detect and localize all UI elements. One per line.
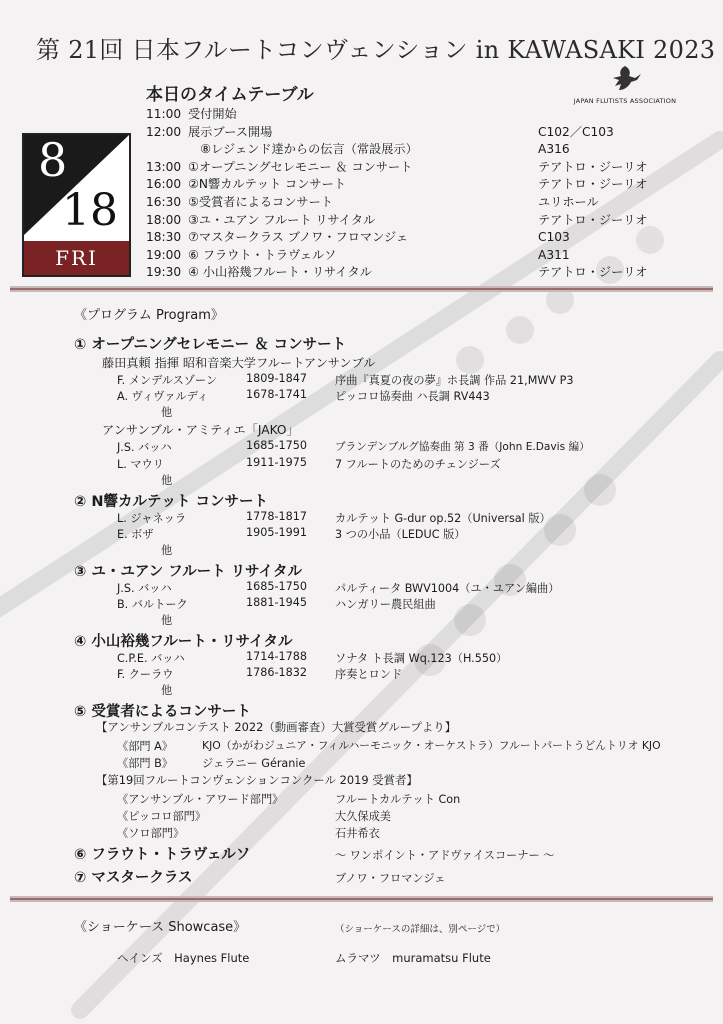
- composer-years: 1685-1750: [246, 580, 307, 593]
- date-month: 8: [38, 133, 68, 187]
- award-label: 《ピッコロ部門》: [117, 810, 207, 823]
- composer: F. クーラウ: [117, 668, 174, 681]
- showcase-item: ムラマツ muramatsu Flute: [335, 951, 491, 965]
- composer: E. ボザ: [117, 528, 154, 541]
- work-title: ハンガリー農民組曲: [335, 598, 436, 611]
- timetable-row: [146, 176, 706, 194]
- timetable-room: テアトロ・ジーリオ: [538, 212, 648, 227]
- others-note: 他: [161, 684, 173, 697]
- program-section-title: ⑥ フラウト・トラヴェルソ: [74, 847, 251, 863]
- program-section-title: ① オープニングセレモニー ＆ コンサート: [74, 337, 347, 353]
- timetable-event: ⑥ フラウト・トラヴェルソ: [188, 247, 337, 262]
- program-section-title: ③ ユ・ユアン フルート リサイタル: [74, 564, 302, 580]
- timetable-time: 16:00: [146, 177, 182, 192]
- award-value: フルートカルテット Con: [335, 793, 461, 806]
- award-label: 《アンサンブル・アワード部門》: [117, 793, 284, 806]
- composer: C.P.E. バッハ: [117, 652, 185, 665]
- work-title: ブランデンブルグ協奏曲 第 3 番（John E.Davis 編）: [335, 441, 590, 453]
- page-title: 第 21回 日本フルートコンヴェンション in KAWASAKI 2023: [36, 36, 716, 64]
- program-section-title: ⑤ 受賞者によるコンサート: [74, 704, 251, 720]
- timetable-event: ⑦マスタークラス ブノワ・フロマンジェ: [188, 230, 409, 245]
- association-name: JAPAN FLUTISTS ASSOCIATION: [573, 97, 677, 105]
- category-label: 《部門 B》: [117, 757, 173, 770]
- date-day: 18: [62, 185, 118, 236]
- work-title: ソナタ ト長調 Wq.123（H.550）: [335, 652, 508, 665]
- program-subheading: 【アンサンブルコンテスト 2022（動画審査）大賞受賞グループより】: [96, 720, 457, 734]
- timetable-time: 13:00: [146, 159, 182, 174]
- timetable-row: [146, 141, 706, 159]
- timetable-row: [146, 247, 706, 265]
- category-label: 《部門 A》: [117, 740, 173, 753]
- composer: J.S. バッハ: [117, 441, 172, 454]
- timetable-time: 18:00: [146, 212, 182, 227]
- category-value: ジェラニー Géranie: [202, 757, 306, 770]
- work-title: 7 フルートのためのチェンジーズ: [335, 458, 501, 471]
- work-title: 3 つの小品（LEDUC 版）: [335, 528, 466, 541]
- composer-years: 1905-1991: [246, 526, 307, 539]
- timetable-row: [146, 264, 706, 282]
- timetable-event: 受付開始: [188, 107, 237, 121]
- composer-years: 1714-1788: [246, 650, 307, 663]
- section-divider: [10, 286, 713, 292]
- timetable-row: [146, 159, 706, 177]
- composer-years: 1678-1741: [246, 388, 307, 401]
- category-value: KJO（かがわジュニア・フィルハーモニック・オーケストラ）フルートパートうどんトリオ KJO: [202, 739, 661, 752]
- association-logo: [570, 64, 680, 105]
- timetable-time: 12:00: [146, 124, 182, 139]
- showcase-item: ヘインズ Haynes Flute: [117, 951, 250, 965]
- timetable-row: [146, 229, 706, 247]
- timetable-time: 16:30: [146, 194, 182, 209]
- composer-years: 1778-1817: [246, 510, 307, 523]
- others-note: 他: [161, 614, 173, 627]
- flutist-figure-icon: [607, 64, 643, 92]
- timetable-time: 18:30: [146, 230, 182, 245]
- composer: B. バルトーク: [117, 598, 188, 611]
- timetable-event: ②N響カルテット コンサート: [188, 177, 346, 192]
- timetable-event: ⑤受賞者によるコンサート: [188, 194, 333, 209]
- program-section-title: ④ 小山裕幾フルート・リサイタル: [74, 634, 293, 650]
- timetable-row: [146, 106, 706, 124]
- timetable-event: 展示ブース開場: [188, 124, 273, 139]
- composer: J.S. バッハ: [117, 582, 172, 595]
- work-title: パルティータ BWV1004（ユ・ユアン編曲）: [335, 582, 560, 595]
- program-section-title: ② N響カルテット コンサート: [74, 494, 269, 510]
- timetable: [146, 106, 706, 282]
- timetable-time: 11:00: [146, 107, 182, 121]
- timetable-row: [146, 124, 706, 142]
- showcase-heading: 《ショーケース Showcase》: [74, 920, 247, 935]
- others-note: 他: [161, 474, 173, 487]
- timetable-room: ユリホール: [538, 194, 599, 209]
- program-subheading: アンサンブル・アミティエ「JAKO」: [102, 423, 299, 437]
- composer: L. マウリ: [117, 458, 164, 471]
- award-value: 大久保成美: [335, 810, 391, 823]
- section-divider: [10, 896, 713, 902]
- composer: A. ヴィヴァルディ: [117, 390, 209, 403]
- program-heading: 《プログラム Program》: [74, 308, 224, 323]
- award-value: 石井希衣: [335, 827, 380, 840]
- timetable-room: テアトロ・ジーリオ: [538, 159, 648, 174]
- timetable-room: A311: [538, 247, 570, 262]
- timetable-row: [146, 194, 706, 212]
- others-note: 他: [161, 406, 173, 419]
- program-subheading: 藤田真頼 指揮 昭和音楽大学フルートアンサンブル: [102, 356, 376, 370]
- work-title: 序曲『真夏の夜の夢』ホ長調 作品 21,MWV P3: [335, 374, 574, 387]
- timetable-time: 19:30: [146, 265, 182, 280]
- section-note: ブノワ・フロマンジェ: [335, 872, 446, 885]
- timetable-room: テアトロ・ジーリオ: [538, 177, 648, 192]
- timetable-event: ④ 小山裕幾フルート・リサイタル: [188, 265, 372, 280]
- timetable-room: C103: [538, 230, 570, 245]
- composer-years: 1911-1975: [246, 456, 307, 469]
- others-note: 他: [161, 544, 173, 557]
- work-title: 序奏とロンド: [335, 668, 403, 681]
- work-title: ピッコロ協奏曲 ハ長調 RV443: [335, 390, 490, 403]
- timetable-row: [146, 212, 706, 230]
- program-subheading: 【第19回フルートコンヴェンションコンクール 2019 受賞者】: [96, 773, 418, 787]
- program-section-title: ⑦ マスタークラス: [74, 870, 193, 886]
- timetable-event: ⑧レジェンド達からの伝言（常設展示）: [188, 142, 418, 157]
- composer-years: 1809-1847: [246, 372, 307, 385]
- composer: F. メンデルスゾーン: [117, 374, 218, 387]
- timetable-room: C102／C103: [538, 124, 614, 139]
- section-note: ～ ワンポイント・アドヴァイスコーナー ～: [335, 849, 555, 862]
- date-badge: [22, 133, 131, 277]
- timetable-event: ③ユ・ユアン フルート リサイタル: [188, 212, 376, 227]
- composer-years: 1881-1945: [246, 596, 307, 609]
- date-weekday: FRI: [24, 241, 129, 275]
- showcase-note: （ショーケースの詳細は、別ページで）: [335, 924, 506, 935]
- timetable-time: 19:00: [146, 247, 182, 262]
- timetable-room: A316: [538, 142, 570, 157]
- timetable-heading: 本日のタイムテーブル: [146, 85, 314, 105]
- award-label: 《ソロ部門》: [117, 827, 185, 840]
- work-title: カルテット G-dur op.52（Universal 版）: [335, 512, 551, 525]
- composer: L. ジャネッラ: [117, 512, 187, 525]
- timetable-room: テアトロ・ジーリオ: [538, 265, 648, 280]
- timetable-event: ①オープニングセレモニー ＆ コンサート: [188, 159, 413, 174]
- composer-years: 1685-1750: [246, 439, 307, 452]
- composer-years: 1786-1832: [246, 666, 307, 679]
